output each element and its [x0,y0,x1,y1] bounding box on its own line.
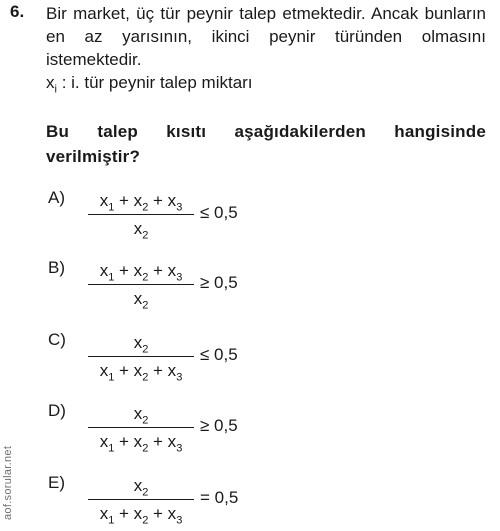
option-e[interactable] [48,473,468,529]
expr-subscript: 2 [142,486,149,499]
expr-subscript: 3 [176,371,183,384]
fraction-bar [88,356,194,357]
option-d[interactable] [48,401,468,457]
expr-subscript: 1 [108,371,115,384]
expr-subscript: 3 [176,271,183,284]
option-b[interactable] [48,258,468,314]
expr-term: + x [148,432,177,451]
site-watermark: aof.sorular.net [2,445,14,520]
expr-term: + x [114,361,143,380]
fraction-bar [88,214,194,215]
option-letter: C) [48,330,66,349]
expr-subscript: 1 [108,201,115,214]
option-letter: E) [48,473,65,492]
option-letter: A) [48,188,65,207]
fraction-bar [88,499,194,500]
fraction-numerator [88,475,194,497]
expr-term: + x [148,191,177,210]
expr-subscript: 2 [142,271,149,284]
option-letter: D) [48,401,66,420]
relation: ≤ 0,5 [200,345,238,364]
question-prompt: Bu talep kısıtı aşağıdakilerden hangisinde verilmiştir? [46,122,486,166]
relation: ≥ 0,5 [200,273,238,292]
relation: ≤ 0,5 [200,203,238,222]
expr-term: + x [148,261,177,280]
expr-term: + x [148,504,177,523]
expr-term: x [99,432,109,451]
expr-term: x [133,404,143,423]
expr-term: x [99,361,109,380]
fraction [88,260,194,310]
expr-subscript: 2 [142,343,149,356]
expr-subscript: 2 [142,371,149,384]
definition-text: : i. tür peynir talep miktarı [61,73,253,92]
expr-term: x [133,333,143,352]
expr-subscript: 3 [176,442,183,455]
fraction-numerator [88,332,194,354]
expr-subscript: 2 [142,514,149,527]
expr-term: x [133,289,143,308]
expr-term: x [133,219,143,238]
expr-subscript: 2 [142,442,149,455]
option-a[interactable] [48,188,468,244]
expr-subscript: 2 [142,299,149,312]
relation: ≥ 0,5 [200,416,238,435]
question-stem [46,2,486,71]
fraction-numerator [88,403,194,425]
fraction-denominator [88,431,194,453]
fraction-numerator [88,190,194,212]
expr-term: + x [114,504,143,523]
expr-subscript: 1 [108,514,115,527]
fraction-denominator [88,288,194,310]
fraction-denominator [88,218,194,240]
definition-sub: i [54,83,57,96]
expr-subscript: 1 [108,271,115,284]
expr-subscript: 2 [142,414,149,427]
expr-term: + x [114,432,143,451]
expr-subscript: 2 [142,201,149,214]
expr-term: x [99,261,109,280]
fraction-bar [88,284,194,285]
fraction-numerator [88,260,194,282]
fraction-denominator [88,360,194,382]
option-c[interactable] [48,330,468,386]
expr-subscript: 2 [142,229,149,242]
question-number: 6. [10,2,25,21]
fraction [88,190,194,240]
fraction-denominator [88,503,194,525]
expr-term: x [133,476,143,495]
variable-definition [46,73,253,95]
expr-term: x [99,191,109,210]
expr-term: + x [114,191,143,210]
fraction [88,475,194,525]
expr-term: + x [114,261,143,280]
option-letter: B) [48,258,65,277]
expr-subscript: 3 [176,514,183,527]
expr-term: x [99,504,109,523]
definition-var: x [46,73,55,92]
fraction [88,332,194,382]
relation: = 0,5 [200,488,239,507]
expr-term: + x [148,361,177,380]
expr-subscript: 3 [176,201,183,214]
expr-subscript: 1 [108,442,115,455]
stem-text: Bir market, üç tür peynir talep etmektedir. Ancak bunların en az yarısının, ikinci peynir türünden olmasını istemektedir. [46,4,486,69]
fraction-bar [88,427,194,428]
fraction [88,403,194,453]
